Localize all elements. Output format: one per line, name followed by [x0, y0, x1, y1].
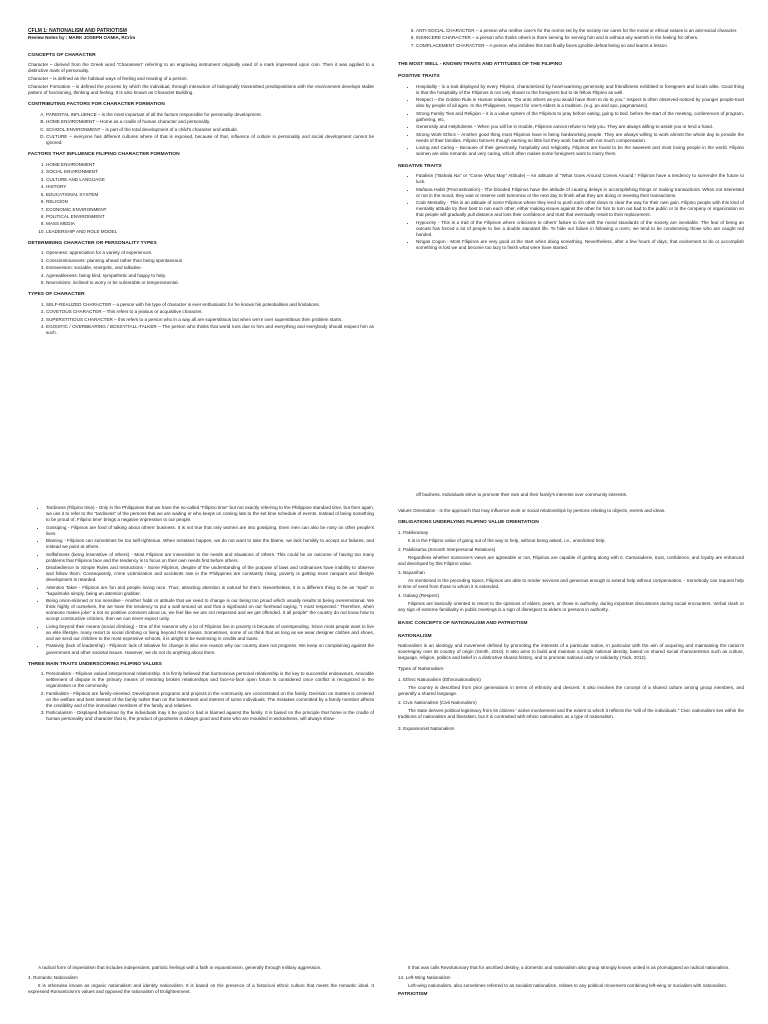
list-item: • Hospitality - is a trait displayed by every Filipino, characterized by heart-warming generosity and friendliness exhibited to foreigners and locals alike. Good thing is that the hospitality of the Filipinos is not only shown to the foreigners but to its fellow Filipino as well.: [416, 84, 744, 96]
list-item: • Being onion-skinned or too sensitive - Another habit or attitude that we need to change is our being too proud which usually results to being overemotional. We think highly of ourselves, the we have the tendency to put a wall around us and that a signboard on our forehead saying, "I must respected." Therefore, when someone makes joke" a not so positive comment about us, we feel like we are not respected and we get offended. It all people" the country do not know how to accept constructive criticism, then we can never expect unity.: [46, 598, 374, 622]
page3-right-column: [398, 965, 744, 1024]
list-item: 9. MASS MEDIA: [46, 221, 374, 227]
negative-traits-heading: NEGATIVE TRAITS: [398, 163, 442, 169]
obligation-text: As mentioned in the preceding topics, Filipinos are able to render services and generous enough to extend help without compensation. - Somebody can request help in time of need from those to whom it is extended.: [398, 577, 744, 590]
types-of-nationalism-heading: Types of Nationalism: [398, 667, 444, 673]
list-item: 4. Agreeableness: being kind, sympathetic and happy to help.: [46, 273, 374, 279]
factors-heading: FACTORS THAT INFLUENCE FILIPINO CHARACTER FORMATION: [28, 152, 180, 158]
list-item: 6. RELIGION: [46, 199, 374, 205]
nationalism-text: Nationalism is an ideology and movement defined by promoting the interests of a particular nation, in particular with the aim of acquiring and maintaining the nation's sovereignty over its country of origin (Smith, 2010). It also aims to build and maintain a single national identity, based on shared social characteristics such as culture, language, religion, politics and belief in a distinctive shared history, and to promote national unity or solidarity (Yack, 2012).: [398, 643, 744, 661]
revolutionary-nationalism-text: It that was calls Revolutionary that for ascribed destiny, a domestic and nationalism also group strongly known united is as promulgated an radical nationalism.: [408, 965, 730, 970]
obligation-text: Filipinos are basically oriented to resort to the opinions of elders, peers, or those in authority, during important discussions during social encounters. Verbal clash or any sign of extreme familiarity in public meetings is a sign of disrespect to elders or persons in authority.: [398, 601, 744, 613]
list-item: • Tardiness (Filipino time) - Only in the Philippines that we have the so-called "Filipino time" but not exactly referring to the Philippine standard time, but then again, we use it to refer to the "tardiness" of the persons that we are waiting or who keeps on coming late to the set time schedule of events. Instead of being something to be proud of, Filipino time' brings a negative impression to our people.: [46, 505, 374, 523]
list-item: • Attention Taker - Filipinos are fun and people loving race. Thus, attracting attention is natural for them. Nevertheless, it is a different thing to be an "epal" or "kapalmuks simply, being an attention grabber.: [46, 585, 374, 597]
list-item: 7. ECONOMIC ENVIRONMENT: [46, 207, 374, 213]
determining-heading: DETERMINING CHARACTER OR PERSONALITY TYPES: [28, 241, 157, 246]
left-wing-nationalism-title: 14. Left-Wing Nationalism: [398, 975, 451, 981]
list-item: 3. CULTURE AND LANGUAGE: [46, 177, 374, 183]
list-item: • Strong Work Ethics – Another good thing most Filipinos have is being hardworking people. They are always willing to work almost the whole day to provide the needs of their families. Filipino farmers though earning so little but they work harder with not much compensation.: [416, 132, 744, 144]
factors-list: [28, 162, 374, 235]
list-item: 3. Particularism - Displayed behaviour by the individuals may it be good or bad is blamed against the family. It is based on the principle that home is the cradle of human personality and character that is, the product of goodness is always good and those who are moulded in wickedness, will always show-: [46, 710, 374, 722]
list-item: 3. SUPERSTITIOUS CHARACTER – this refers to a person who in a way all are superstitious but when we're over superstitious then problem starts.: [46, 317, 374, 323]
list-item: D. CULTURE – everyone has different cultures where of that is exposed, because of that, influence of culture in personality and social development cannot be ignored.: [46, 134, 374, 146]
list-item: • Gossiping - Filipinos are fond of talking about others' business. It is not true that only women are into gossiping. Even men can also be nosy on other people's lives.: [46, 525, 374, 537]
list-item: 1. SELF-REALIZED CHARACTER – a person with his type of character is ever enthusiastic for he knows his potentialities and limitations.: [46, 302, 374, 308]
list-item: • Loving and Caring – Because of their generosity, hospitality and religiosity, Filipinos are found to be the sweetest and most loving people in the world. Filipino women are also romantic and very caring, which often makes some foreigners want to marry them.: [416, 145, 744, 157]
three-main-traits-list: [28, 671, 374, 722]
list-item: 3. Extraversion: sociable, energetic, and talkative.: [46, 265, 374, 271]
list-item: • Fatalism ("Bahala Na" or "Come What May" Attitude) – An attitude of "What Goes Around Comes Around." Filipinos have a tendency to surrender the future to luck.: [416, 173, 744, 185]
obligation-text: Regardless whether someone's views are agreeable or not, Filipinos are capable of getting along with it. Camaraderie, trust, confidence, and loyalty are enhanced and developed by this Filipino value.: [398, 554, 744, 566]
list-item: 5. Neuroticism: inclined to worry or be vulnerable or temperamental.: [46, 280, 374, 286]
romantic-nationalism-text: It is otherwise known as organic nationalism and identity nationalism. It is based on the presence of a historical ethnic culture that meets the romantic ideal. It expressed Romanticism's values and opposed the rationalism of Enlightenment.: [28, 983, 374, 995]
page1-left-column: [28, 28, 374, 443]
list-item: A. PARENTAL INFLUENCE – is the most important of all the factors responsible for personality development.: [46, 112, 374, 118]
obligation-title: 4. Galang (Respect): [398, 593, 440, 599]
list-item: • Hypocrisy - This is a trait of the Filipinos where criticisms to others' failure to live with the moral standards of the society are inevitable. The fear of being an outcast has forced a lot of people to live a double standard life. To hide our failure in following a norm, we tend to be condemning those who are caught red handed.: [416, 220, 744, 238]
list-item: 4. HISTORY: [46, 184, 374, 190]
contributing-heading: CONTRIBUTING FACTORS FOR CHARACTER FORMATION: [28, 102, 165, 108]
list-item: 1. Personalism - Filipinos valued interpersonal relationship. It is firmly believed that harmonious personal relationship is the key to successful endeavours. Amicable settlement of dispute is the primary means of restoring broken relationships and face-to-face open forum is considered once conflict is recognized in the organization or the community.: [46, 671, 374, 689]
list-item: • Ningas Cogon - Most Filipinos are very good at the start when doing something. Nevertheless, after a few hours of days, that excitement to do or accomplish something is lost we and become too lazy to finish what were have started.: [416, 239, 744, 251]
positive-traits-list: [398, 84, 744, 158]
list-item: 6. INSINCERE CHARACTER – a person who thinks others is there serving for serving him and is without any warmth in the feeling for others.: [416, 35, 744, 41]
page2-left-column: [28, 505, 374, 900]
types-heading: TYPES OF CHARACTER: [28, 292, 85, 298]
expansionist-nationalism-text: A radical form of imperialism that includes independent, patriotic feelings with a faith in expansionism, generally through military aggression.: [38, 965, 322, 970]
positive-traits-heading: POSITIVE TRAITS: [398, 74, 440, 80]
review-notes: Review Notes by : MARK JOSEPH OAMIA, RCrim: [28, 34, 136, 40]
negative-traits-list: [398, 173, 744, 251]
page1-right-column: [398, 28, 744, 443]
ethnic-nationalism-text: The country is described from prior generations in terms of ethnicity and descent. It also involves the concept of a shared culture among group members, and generally a shared language.: [398, 684, 744, 696]
list-item: 5. ANTI-SOCIAL CHARACTER – a person who neither care's for the norms set by the society nor cares for the moral or ethical values is an anti-social character.: [416, 28, 744, 34]
list-item: • Living beyond their means (social climbing) - One of the reasons why a lot of Filipinos live in poverty is because of overspending. Since most people want to live an elite lifestyle, many resort to social climbing or living beyond their means. Sometimes, some of us think that as long as we wear designer clothes and shoes, and we send our children to the most expensive schools, it is alright to be swimming in credits and loans.: [46, 624, 374, 642]
list-item: 2. Conscientiousness: planning ahead rather than being spontaneous: [46, 258, 374, 264]
types-list: [28, 302, 374, 336]
list-item: • Strong Family Ties and Religion – it is a value system of the Filipinos to pray before eating, going to bed, before the start of the meeting, conferences of program, gathering, etc.: [416, 111, 744, 123]
contributing-list: [28, 112, 374, 146]
values-orientation-definition: Values Orientation - is the approach that may influence work or social relationships by persons relating to objects, events and ideas.: [398, 508, 666, 514]
page3-left-column: [28, 965, 374, 1024]
page2-right-column: [398, 492, 744, 900]
list-item: 1. HOME ENVIRONMENT: [46, 162, 374, 168]
obligation-text: It is in the Filipino value of going out of the way to help, without being asked, i.e., unsolicited help.: [408, 537, 606, 543]
list-item: • Generosity and Helpfulness – When you will be in trouble, Filipinos cannot refuse to help you. They are always willing to assist you or lend a hand.: [416, 124, 744, 130]
concepts-heading: CONCEPTS OF CHARACTER: [28, 52, 96, 58]
list-item: C. SCHOOL ENVIRONMENT – is part of the total development of a child's character and attitude.: [46, 127, 374, 133]
list-item: • Blaming - Filipinos can sometimes be too self-righteous. When mistakes happen, we do not want to take the blame, we lack humility to accept our failures, and instead we point at others.: [46, 538, 374, 550]
determining-list: [28, 250, 374, 286]
obligation-title: 1. Pakikiramay: [398, 529, 429, 535]
particularism-continued: off badness. Individuals strive to promote their own and their family's interests over community interests.: [416, 492, 628, 497]
list-item: • Disobedience to Simple Rules and Instructions - Some Filipinos, despite of the understanding of the purpose of laws and ordinances have inability to observe and follow them. Consequently, crime victimization and accidents rate in the Philippines are constantly rising, poverty is getting more rampant and lifestyle development is retarded.: [46, 565, 374, 583]
romantic-nationalism-title: 4. Romantic Nationalism: [28, 975, 78, 981]
expansionist-nationalism-title: 3. Expansionist Nationalism: [398, 726, 455, 732]
list-item: 1. Openness: appreciation for a variety of experiences.: [46, 250, 374, 256]
negative-traits-list-continued: [28, 505, 374, 656]
concept-line: Character – derived from the Greek word "Charassein" referring to an engraving instrument originally used of a mark impressed upon coin. Then it was applied to a distinctive mark of personality.: [28, 62, 374, 74]
list-item: 2. SOCIAL ENVIRONMENT: [46, 169, 374, 175]
civic-nationalism-text: The state derives political legitimacy from its citizens ' active involvement and the extent to which it reflects the "will of the individuals." Civic nationalism lies within the traditions of nationalism and liberalism, but it is contrasted with ethnic nationalism as a type of nationalism.: [398, 708, 744, 720]
list-item: 4. EGOISTIC / OVERBEARING / BOSSY/TALL-TALKER – The person who thinks that world runs due to him and everything and everybody should respect him as such.: [46, 324, 374, 336]
types-list-continued: [398, 28, 744, 49]
concept-line: Character – is defined as the habitual ways of feeling and reacting of a person.: [28, 76, 188, 82]
patriotism-heading: PATRIOTISM: [398, 992, 428, 998]
well-known-heading: THE MOST WELL - KNOWN TRAITS AND ATTITUDES OF THE FILIPINO: [398, 61, 563, 67]
ethnic-nationalism-title: 1. Ethnic Nationalism (Ethnonationalism): [398, 676, 481, 682]
list-item: • Crab Mentality - This is an attitude of some Filipinos where they lend to push each other down to clear the way for their own gain. Filipino people with this kind of mentality attitude try their best to ruin each other, either making issues against the other for him to turn out bad to the public or to the company or organization so that people will gradually pull distance and loss their confidence and trust that eventually result to their replacement.: [416, 200, 744, 218]
list-item: • Selfishness (being insensitive of others) - Most Filipinos are insensitive to the needs and situations of others. This could be an outcome of having too many problems that Filipinos face and the tendency is to focus on their own needs first before others.: [46, 552, 374, 564]
list-item: 2. Familialism - Filipinos are family-oriented. Development programs and projects in the community are concentrated on the family. Decision on matters is centered on the welfare and best interest of the family rather than on the betterment and interest of some individuals. The mistakes committed by a family member affects the credibility and of the immediate members of the family and relatives.: [46, 691, 374, 709]
left-wing-nationalism-text: Left-wing nationalism, also sometimes referred to as socialist nationalism, relates to any political movement combining left-wing or socialism with nationalism.: [408, 983, 728, 989]
basic-concepts-heading: BASIC CONCEPTS OF NATIONALISM AND PATRIOTISM: [398, 621, 528, 627]
obligation-title: 3. Bayanihan: [398, 569, 425, 575]
list-item: 2. COVETOUS CHARACTER – This refers to a jealous or acquisitive character.: [46, 309, 374, 315]
list-item: • Passivity (lack of leadership) - Filipinos' lack of initiative for change is also one reason why our country does not progress. We keep on complaining against the government and other societal issues. However, we do not do anything about them.: [46, 643, 374, 655]
list-item: B. HOME ENVIRONMENT – Home as a cradle of human character and personality.: [46, 119, 374, 125]
obligations-heading: OBLIGATIONS UNDERLYING FILIPINO VALUE ORIENTATION: [398, 520, 539, 526]
obligation-title: 2. Pakikisama (Smooth Interpersonal Relations): [398, 546, 496, 552]
civic-nationalism-title: 2. Civic Nationalism (Civil Nationalism): [398, 700, 477, 706]
three-main-traits-heading: THREE MAIN TRAITS UNDERSCORING FILIPINO VALUES: [28, 661, 162, 667]
list-item: 8. POLITICAL ENVIRONMENT: [46, 214, 374, 220]
concept-line: Character Formation – is defined the process by which the individual, through interaction of biologically transmitted predispositions with the environment develops stable pattern of functioning, thinking and feeling. It is also known as Character Building.: [28, 84, 374, 96]
list-item: 10. LEADERSHIP AND ROLE MODEL: [46, 229, 374, 235]
document-title: CFLM 1: NATIONALISM AND PATRIOTISM: [28, 28, 127, 34]
nationalism-heading: NATIONALISM: [398, 633, 432, 639]
list-item: • Respect – the Golden Rule in Human relations, "Do unto others as you would have them to do to you," respect is often observed-noticed by younger people-trust also by people of all ages. In the Philippines, respect for one's elders is a tradition. (e.g. po and opo, pagmamano): [416, 97, 744, 109]
list-item: • Mañana Habit (Procrastination) - The blooded Filipinos have the attitude of causing delays in accomplishing things or making transactions. When not interested or not in the mood, they wait or reserve until tomorrow or the next day to finish what they are doing or meeting their transactions.: [416, 187, 744, 199]
list-item: 7. COMPLACEMENT CHARACTER – A person who imbibes this trait finally faces ignoble defeat being so and learns a lesson.: [416, 43, 744, 49]
list-item: 5. EDUCATIONAL SYSTEM: [46, 192, 374, 198]
